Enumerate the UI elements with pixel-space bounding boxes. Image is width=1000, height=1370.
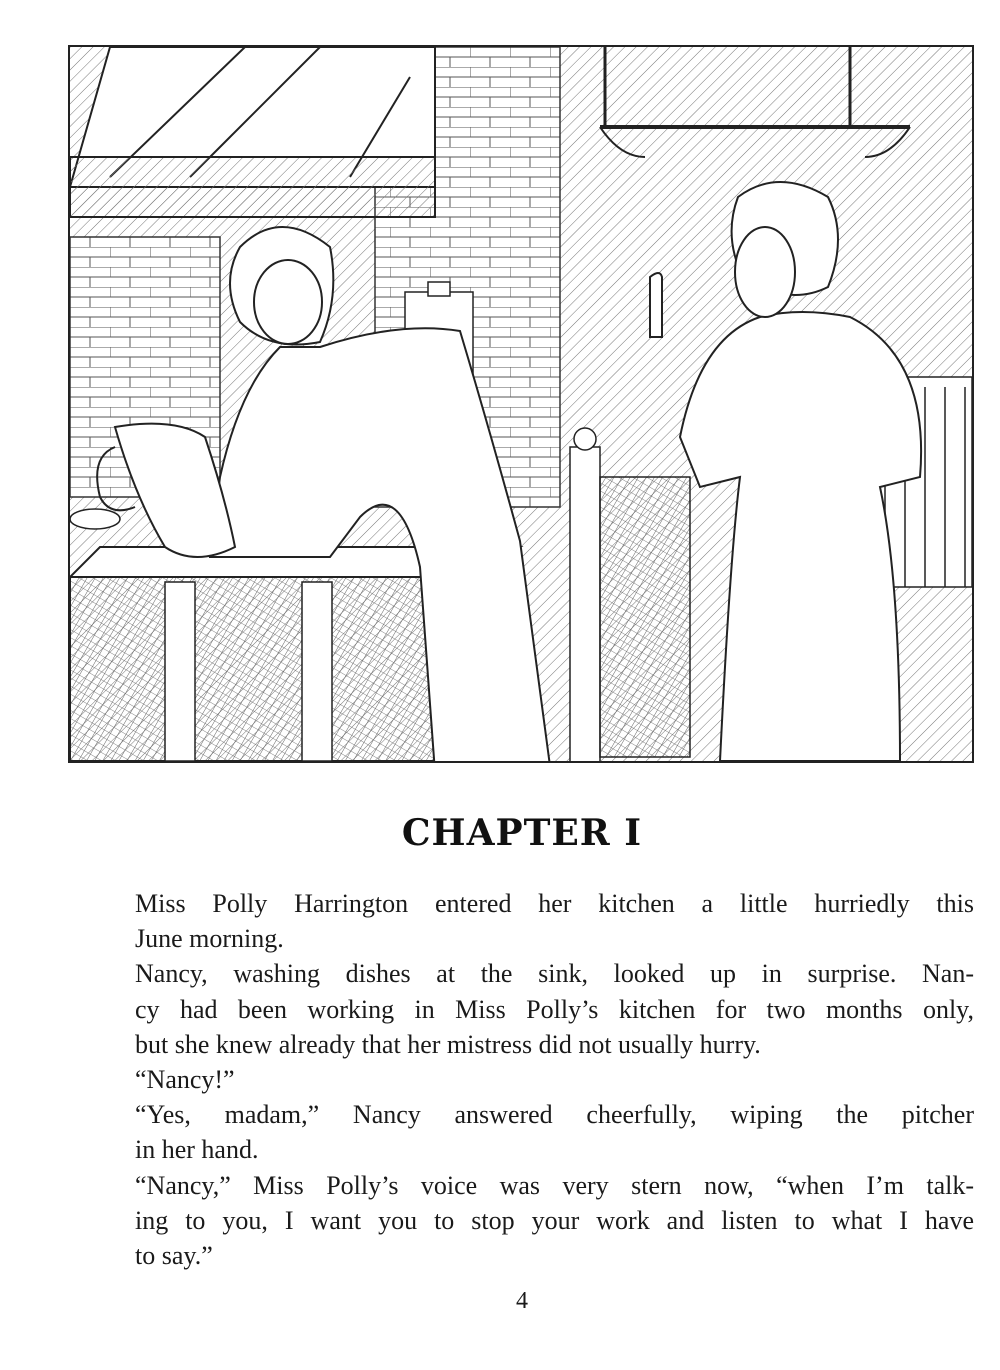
paragraph	[68, 1097, 974, 1167]
text-line: cy had been working in Miss Polly’s kitchen for two months only,	[135, 994, 974, 1024]
paragraph	[68, 1062, 974, 1097]
text-line: to say.”	[135, 1241, 213, 1271]
chapter-title: CHAPTER I	[401, 812, 643, 854]
paragraph	[68, 886, 974, 956]
text-line: in her hand.	[135, 1135, 259, 1165]
text-line: June morning.	[135, 924, 284, 954]
page-number: 4	[516, 1288, 528, 1314]
paragraph	[68, 1168, 974, 1274]
text-line: “Nancy!”	[135, 1065, 235, 1095]
kitchen-scene-drawing	[70, 47, 972, 761]
text-line: “Nancy,” Miss Polly’s voice was very stern now, “when I’m talk-	[135, 1170, 974, 1200]
text-line: Miss Polly Harrington entered her kitchen a little hurriedly this	[135, 889, 974, 918]
chapter-illustration	[68, 45, 974, 763]
text-line: Nancy, washing dishes at the sink, looked up in surprise. Nan-	[135, 959, 974, 989]
text-line: “Yes, madam,” Nancy answered cheerfully, wiping the pitcher	[135, 1100, 974, 1130]
paragraph	[68, 956, 974, 1062]
text-line: ing to you, I want you to stop your work and listen to what I have	[135, 1205, 974, 1235]
chapter-body	[68, 886, 974, 1273]
text-line: but she knew already that her mistress did not usually hurry.	[135, 1029, 761, 1059]
